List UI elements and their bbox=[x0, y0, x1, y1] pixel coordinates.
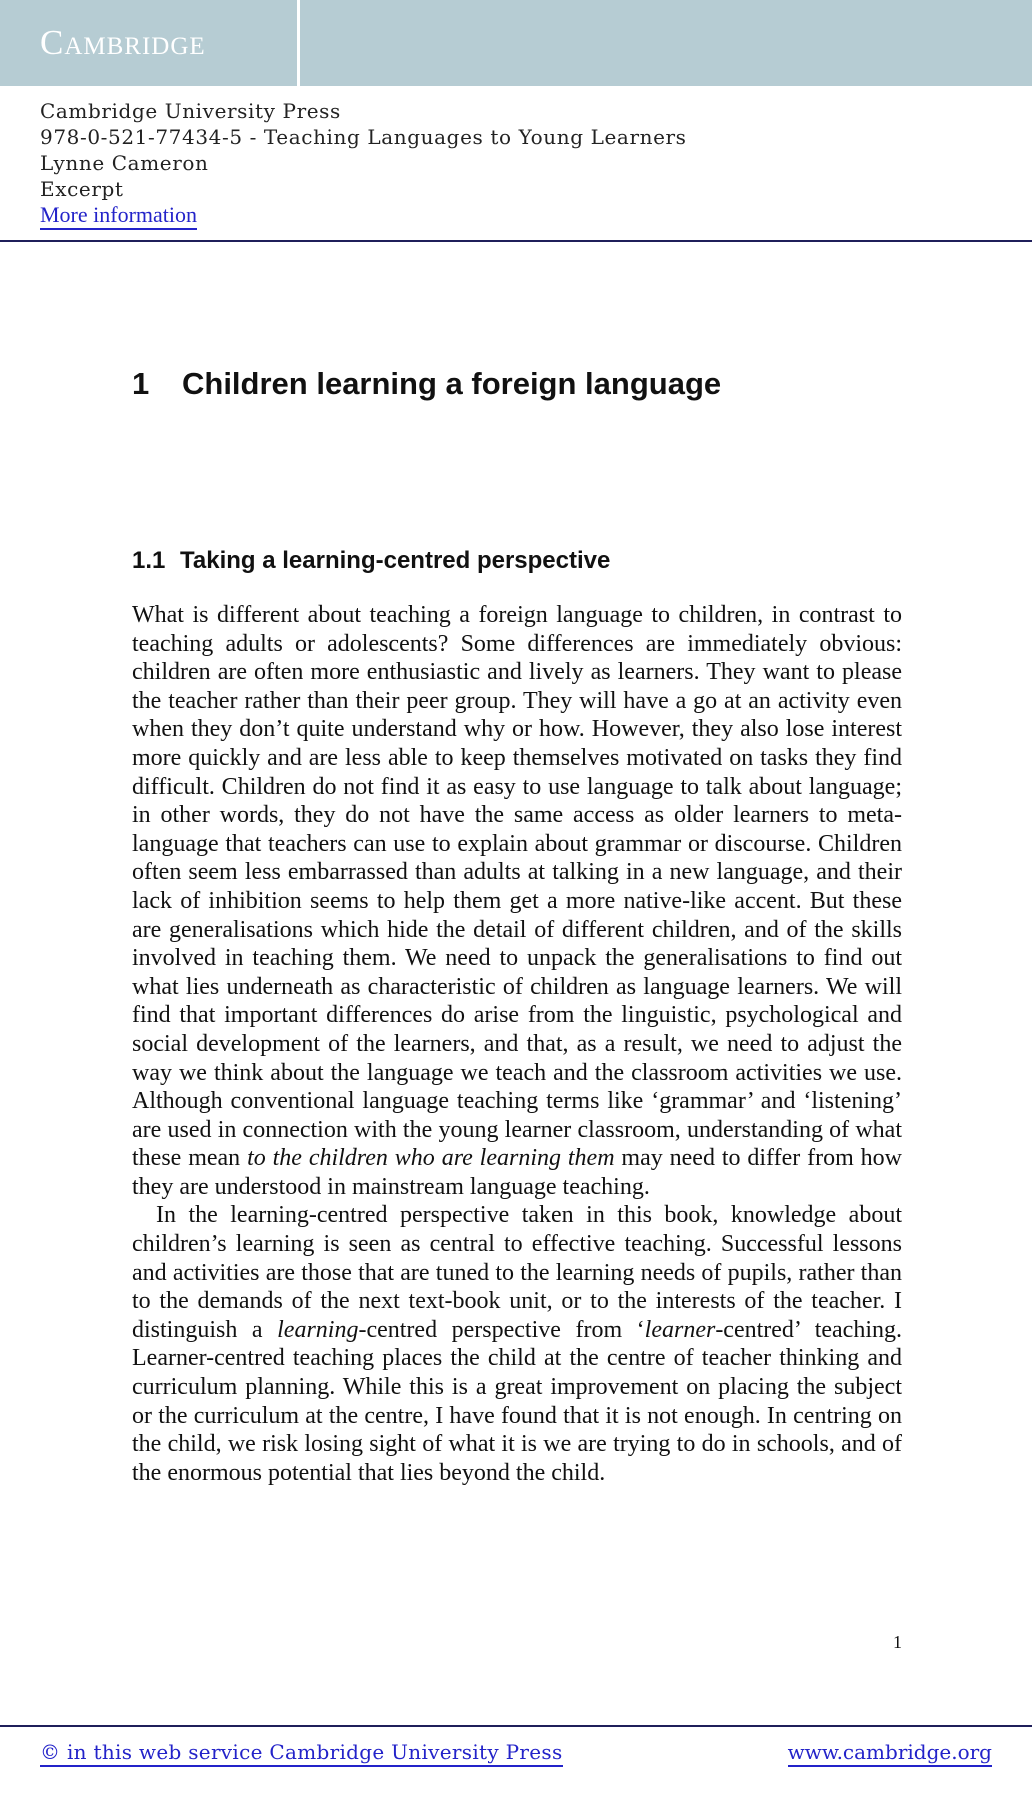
author-name: Lynne Cameron bbox=[40, 151, 209, 175]
publisher-name: Cambridge University Press bbox=[40, 99, 341, 123]
emphasis-text: learning bbox=[277, 1316, 359, 1343]
section-title bbox=[132, 546, 610, 576]
cambridge-logo[interactable]: Cambridge bbox=[40, 23, 206, 62]
chapter-number: 1 bbox=[132, 366, 150, 401]
emphasis-text: learner bbox=[644, 1316, 716, 1343]
isbn-title: 978-0-521-77434-5 - Teaching Languages to Young Learners bbox=[40, 125, 687, 149]
copyright-link[interactable]: © in this web service Cambridge University Press bbox=[40, 1740, 563, 1767]
header-banner bbox=[0, 0, 1032, 86]
paragraph-1: What is different about teaching a foreign language to children, in contrast to teaching adults or adolescents? Some differences are immediately obvious: children are often more enthusiastic and lively as learners. They want to please the teacher rather than their peer group. They will have a go at an activity even when they don’t quite understand why or how. However, they also lose interest more quickly and are less able to keep themselves motivated on tasks they find difficult. Children do not find it as easy to use language to talk about language; in other words, they do not have the same access as older learners to metalanguage that teachers can use to explain about grammar or discourse. Children often seem less embarrassed than adults at talking in a new language, and their lack of inhibition seems to help them get a more native-like accent. But these are generalisations which hide the detail of different children, and of the skills involved in teaching them. We need to unpack the generalisations to find out what lies underneath as characteristic of children as language learners. We will find that important differences do arise from the linguistic, psychological and social development of the learners, and that, as a result, we need to adjust the way we think about the language we teach and the classroom activities we use. Although conventional language teaching terms like ‘grammar’ and ‘listening’ are used in connection with the young learner classroom, understanding of what these mean to the children who are learning them may need to differ from how they are understood in mainstream language teaching. bbox=[132, 602, 902, 1200]
footer-rule bbox=[0, 1725, 1032, 1727]
more-information-link[interactable]: More information bbox=[40, 202, 197, 230]
paragraph-2: In the learning-centred perspective taken in this book, knowledge about children’s learning is seen as central to effective teaching. Successful lessons and activities are those that are tuned to the learning needs of pupils, rather than to the demands of the next text-book unit, or to the interests of the teacher. I distinguish a learning-centred perspective from ‘learner-centred’ teaching. Learner-centred teaching places the child at the centre of teacher thinking and curriculum planning. While this is a great improvement on placing the subject or the curriculum at the centre, I have found that it is not enough. In centring on the child, we risk losing sight of what it is we are trying to do in schools, and of the enormous potential that lies beyond the child. bbox=[132, 1202, 902, 1486]
chapter-title-text: Children learning a foreign language bbox=[182, 366, 722, 401]
header-rule bbox=[0, 240, 1032, 242]
page-number: 1 bbox=[893, 1632, 902, 1652]
emphasis-text: to the children who are learning them bbox=[247, 1145, 615, 1172]
chapter-title bbox=[132, 364, 721, 404]
banner-divider bbox=[297, 0, 300, 86]
book-metadata bbox=[40, 98, 687, 228]
section-title-text: Taking a learning-centred perspective bbox=[180, 547, 611, 574]
content-type: Excerpt bbox=[40, 177, 124, 201]
section-number: 1.1 bbox=[132, 547, 166, 574]
cambridge-website-link[interactable]: www.cambridge.org bbox=[788, 1740, 992, 1767]
body-text bbox=[132, 601, 902, 1487]
